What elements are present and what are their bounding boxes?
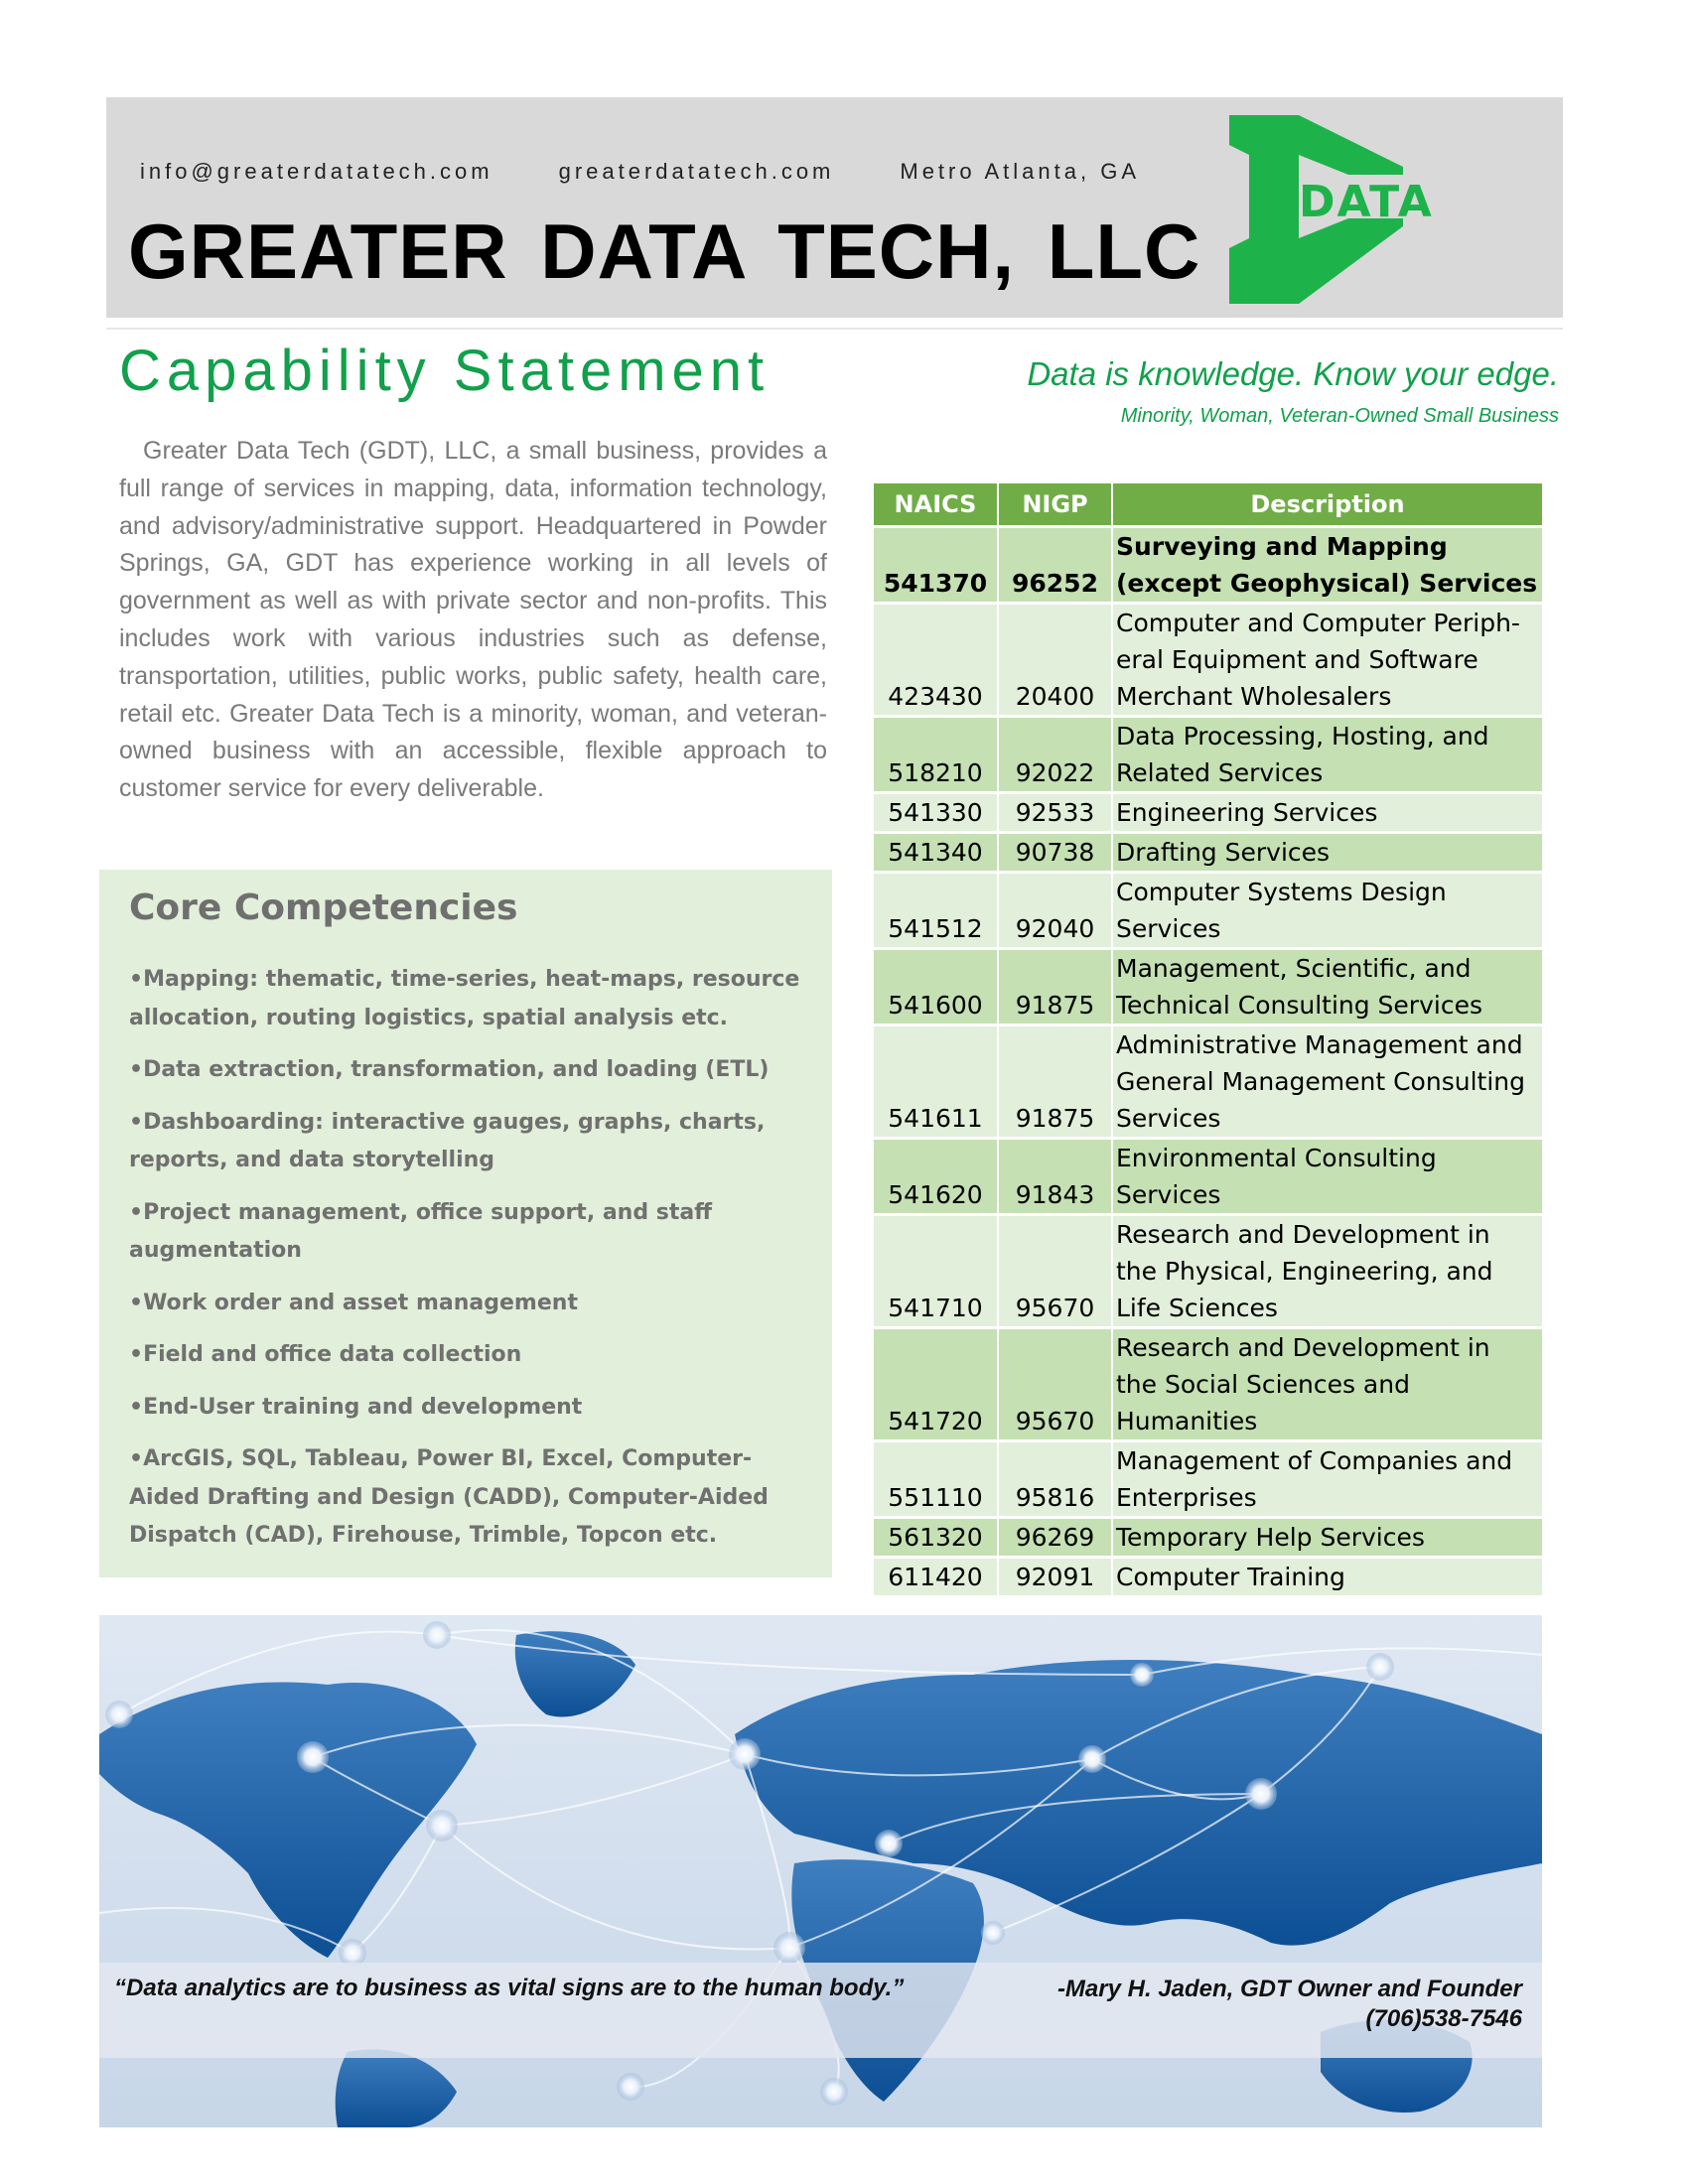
page-title: Capability Statement [119, 339, 771, 403]
core-competencies-title: Core Competencies [129, 887, 518, 928]
description-cell: Engineering Services [1112, 793, 1542, 833]
author-name: -Mary H. Jaden, GDT Owner and Founder [1056, 1976, 1522, 2002]
nigp-cell: 95670 [998, 1215, 1112, 1328]
list-item: • Field and office data collection [129, 1336, 814, 1375]
table-row [874, 1025, 1542, 1139]
intro-paragraph: Greater Data Tech (GDT), LLC, a small business, provides a full range of services in mapping, data, information technology, and advisory/administrative support. Headquartered in Powder Springs, GA, GDT has experience working in all levels of government as well as with private sector and non-profits. This includes work with various industries such as defense, transportation, utilities, public works, public safety, health care, retail etc. Greater Data Tech is a minority, woman, and veteran-owned business with an accessible, flexible approach to customer service for every deliverable. [119, 437, 827, 803]
svg-text:DATA: DATA [1299, 177, 1434, 227]
naics-cell: 541512 [874, 873, 998, 949]
nigp-cell: 92040 [998, 873, 1112, 949]
table-row [874, 1558, 1542, 1597]
table-row [874, 793, 1542, 833]
nigp-cell: 91843 [998, 1139, 1112, 1215]
naics-cell: 541600 [874, 949, 998, 1025]
naics-cell: 541611 [874, 1025, 998, 1139]
naics-cell: 541620 [874, 1139, 998, 1215]
nigp-cell: 91875 [998, 949, 1112, 1025]
table-header-row [874, 483, 1542, 527]
description-cell: Surveying and Mapping (except Geophysical) Services [1112, 527, 1542, 604]
column-header-description: Description [1112, 483, 1542, 527]
nigp-cell: 91875 [998, 1025, 1112, 1139]
company-name: GREATER DATA TECH, LLC [128, 207, 1201, 295]
table-row [874, 1518, 1542, 1558]
email-link[interactable]: info@greaterdatatech.com [140, 159, 493, 184]
naics-nigp-table [874, 483, 1542, 1598]
table-row [874, 833, 1542, 873]
description-cell: Management, Scientific, and Technical Consulting Services [1112, 949, 1542, 1025]
list-item: • Data extraction, transformation, and loading (ETL) [129, 1051, 814, 1090]
founder-quote: “Data analytics are to business as vital signs are to the human body.” [114, 1975, 905, 2001]
list-item: • Work order and asset management [129, 1285, 814, 1323]
description-cell: Research and Development in the Physical, Engineering, and Life Sciences [1112, 1215, 1542, 1328]
description-cell: Computer and Computer Periph-eral Equipment and Software Merchant Wholesalers [1112, 604, 1542, 717]
description-cell: Temporary Help Services [1112, 1518, 1542, 1558]
naics-cell: 541340 [874, 833, 998, 873]
column-header-nigp: NIGP [998, 483, 1112, 527]
table-row [874, 1139, 1542, 1215]
core-competencies-list [129, 961, 814, 1570]
description-cell: Management of Companies and Enterprises [1112, 1441, 1542, 1518]
phone-number: (706)538-7546 [1365, 2005, 1522, 2032]
description-cell: Administrative Management and General Management Consulting Services [1112, 1025, 1542, 1139]
naics-cell: 518210 [874, 717, 998, 793]
naics-cell: 561320 [874, 1518, 998, 1558]
column-header-naics: NAICS [874, 483, 998, 527]
nigp-cell: 95816 [998, 1441, 1112, 1518]
nigp-cell: 90738 [998, 833, 1112, 873]
table-row [874, 1328, 1542, 1441]
header-band [106, 97, 1563, 318]
nigp-cell: 95670 [998, 1328, 1112, 1441]
naics-cell: 551110 [874, 1441, 998, 1518]
naics-cell: 541330 [874, 793, 998, 833]
nigp-cell: 92022 [998, 717, 1112, 793]
naics-cell: 541720 [874, 1328, 998, 1441]
nigp-cell: 20400 [998, 604, 1112, 717]
quote-attribution [1057, 1975, 1522, 2034]
table-row [874, 873, 1542, 949]
naics-cell: 541370 [874, 527, 998, 604]
description-cell: Computer Training [1112, 1558, 1542, 1597]
data-logo-icon [1229, 115, 1557, 304]
world-network-banner [99, 1615, 1542, 2127]
subtagline: Minority, Woman, Veteran-Owned Small Business [1120, 405, 1559, 427]
table-row [874, 717, 1542, 793]
nigp-cell: 92091 [998, 1558, 1112, 1597]
contact-line [140, 159, 1140, 185]
description-cell: Drafting Services [1112, 833, 1542, 873]
table-row [874, 604, 1542, 717]
nigp-cell: 92533 [998, 793, 1112, 833]
table-row [874, 1215, 1542, 1328]
list-item: • ArcGIS, SQL, Tableau, Power BI, Excel, Computer-Aided Drafting and Design (CADD), Computer-Aided Dispatch (CAD), Firehouse, Trimble, Topcon etc. [129, 1440, 814, 1556]
nigp-cell: 96269 [998, 1518, 1112, 1558]
description-cell: Data Processing, Hosting, and Related Services [1112, 717, 1542, 793]
core-competencies-panel [99, 870, 832, 1577]
table-row [874, 527, 1542, 604]
list-item: • Dashboarding: interactive gauges, graphs, charts, reports, and data storytelling [129, 1104, 814, 1180]
naics-cell: 611420 [874, 1558, 998, 1597]
header-divider [106, 328, 1563, 330]
nigp-cell: 96252 [998, 527, 1112, 604]
description-cell: Computer Systems Design Services [1112, 873, 1542, 949]
naics-cell: 423430 [874, 604, 998, 717]
list-item: • Mapping: thematic, time-series, heat-maps, resource allocation, routing logistics, spatial analysis etc. [129, 961, 814, 1037]
list-item: • End-User training and development [129, 1389, 814, 1428]
naics-cell: 541710 [874, 1215, 998, 1328]
website-link[interactable]: greaterdatatech.com [558, 159, 835, 184]
description-cell: Environmental Consulting Services [1112, 1139, 1542, 1215]
tagline: Data is knowledge. Know your edge. [1027, 355, 1559, 392]
description-cell: Research and Development in the Social Sciences and Humanities [1112, 1328, 1542, 1441]
table-row [874, 1441, 1542, 1518]
table-row [874, 949, 1542, 1025]
list-item: • Project management, office support, and staff augmentation [129, 1194, 814, 1271]
location-text: Metro Atlanta, GA [900, 159, 1141, 184]
